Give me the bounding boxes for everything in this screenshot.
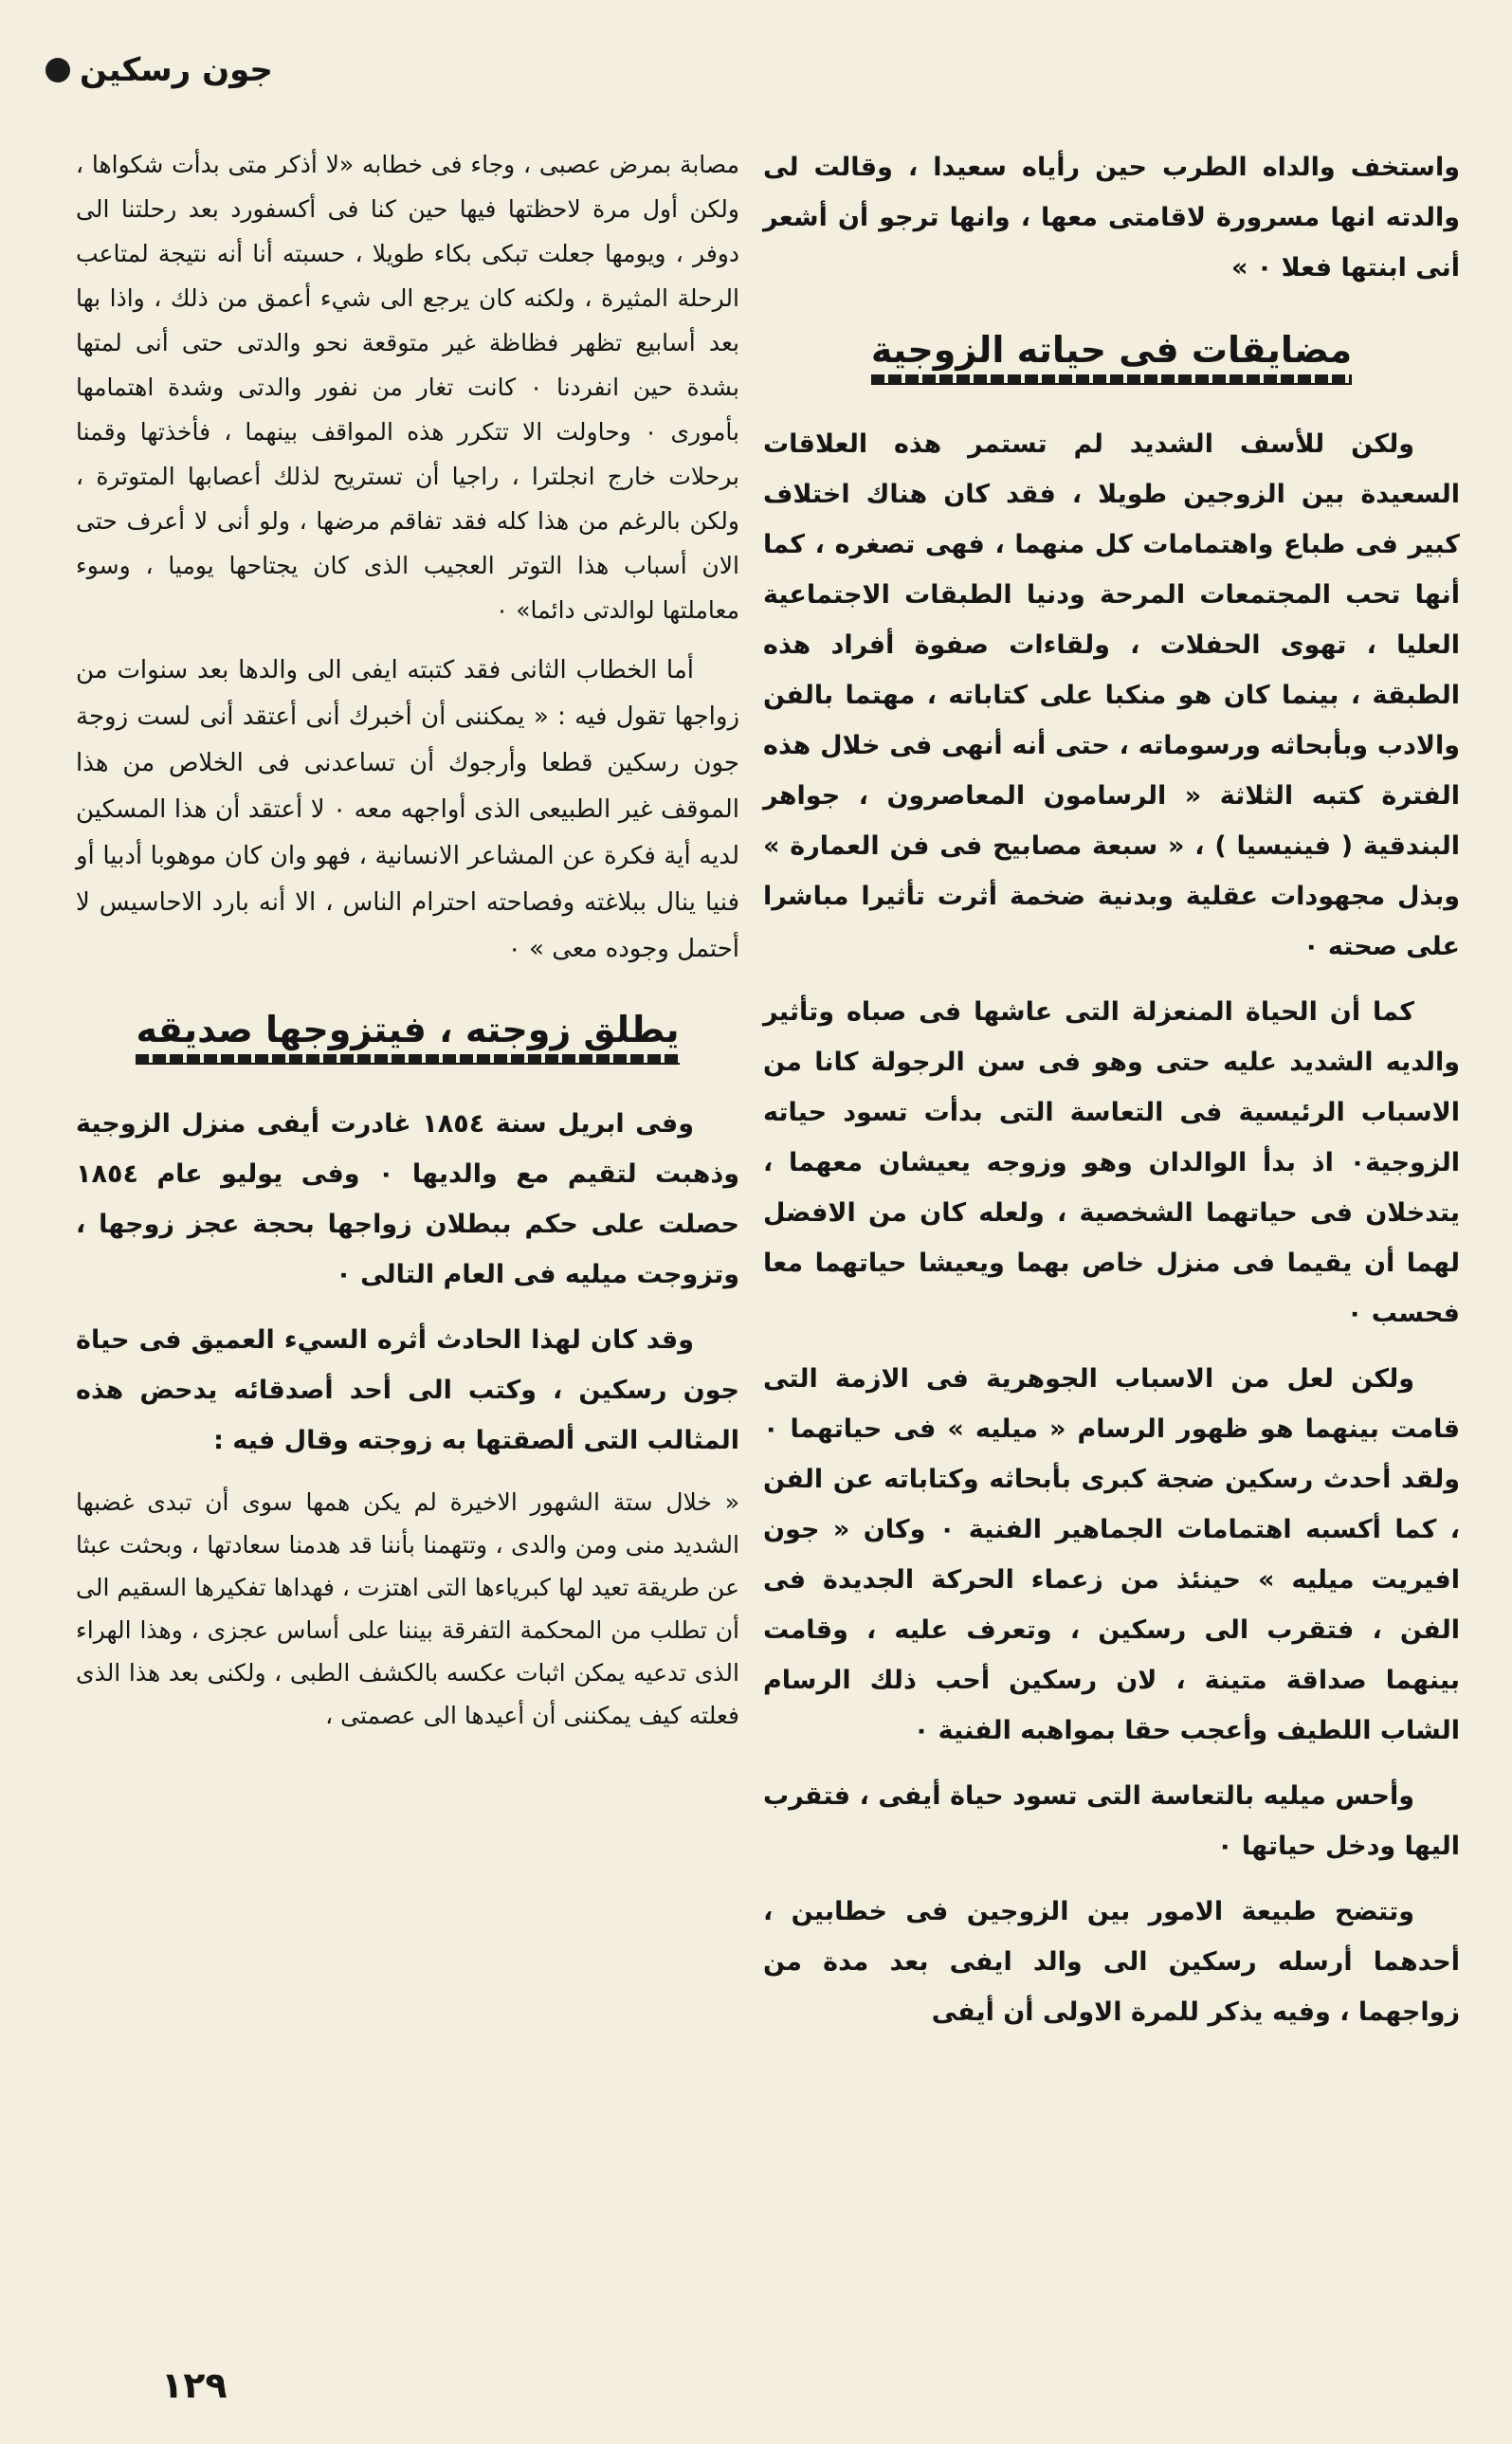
section-heading-text: مضايقات فى حياته الزوجية <box>870 329 1353 371</box>
paragraph: ولكن للأسف الشديد لم تستمر هذه العلاقات السعيدة بين الزوجين طويلا ، فقد كان هناك اختلاف كبير فى طباع واهتمامات كل منهما ، فهى تصغره ، كما أنها تحب المجتمعات المرحة ودنيا الطبقات الاجتماعية العليا ، تهوى الحفلات ، ولقاءات صفوة أفراد هذه الطبقة ، بينما كان هو منكبا على كتاباته ، مهتما بالفن والادب وبأبحاثه ورسوماته ، حتى أنه أنهى فى خلال هذه الفترة كتبه الثلاثة « الرسامون المعاصرون ، جواهر البندقية ( فينيسيا ) ، « سبعة مصابيح فى فن العمارة » وبذل مجهودات عقلية وبدنية ضخمة أثرت تأثيرا مباشرا على صحته ٠ <box>763 429 1460 961</box>
paragraph: كما أن الحياة المنعزلة التى عاشها فى صباه وتأثير والديه الشديد عليه حتى وهو فى سن الرجولة كانا من الاسباب الرئيسية فى التعاسة التى بدأت تسود حياته الزوجية٠ اذ بدأ الوالدان وهو وزوجه يعيشان معهما ، يتدخلان فى حياتهما الشخصية ، ولعله كان من الافضل لهما أن يقيما فى منزل خاص بهما ويعيشا حياتهما معا فحسب ٠ <box>763 997 1460 1328</box>
paragraph: ولكن لعل من الاسباب الجوهرية فى الازمة التى قامت بينهما هو ظهور الرسام « ميليه » فى حياتهما ٠ ولقد أحدث رسكين ضجة كبرى بأبحاثه وكتاباته عن الفن ، كما أكسبه اهتمامات الجماهير الفنية ٠ وكان « جون افيريت ميليه » حينئذ من زعماء الحركة الجديدة فى الفن ، فتقرب الى رسكين ، وتعرف عليه ، وقامت بينهما صداقة متينة ، لان رسكين أحب ذلك الرسام الشاب اللطيف وأعجب حقا بمواهبه الفنية ٠ <box>763 1364 1460 1745</box>
paragraph: وفى ابريل سنة ١٨٥٤ غادرت أيفى منزل الزوجية وذهبت لتقيم مع والديها ٠ وفى يوليو عام ١٨٥٤ حصلت على حكم ببطلان زواجها بحجة عجز زوجها ، وتزوجت ميليه فى العام التالى ٠ <box>76 1109 739 1289</box>
paragraph: « خلال ستة الشهور الاخيرة لم يكن همها سوى أن تبدى غضبها الشديد منى ومن والدى ، وتتهمنا بأننا قد هدمنا سعادتها ، وبحثت عبثا عن طريقة تعيد لها كبرياءها التى اهتزت ، فهداها تفكيرها السقيم الى أن تطلب من المحكمة التفرقة بيننا على أساس عجزى ، وهذا الهراء الذى تدعيه يمكن اثبات عكسه بالكشف الطبى ، ولكنى بعد هذا الذى فعلته كيف يمكننى أن أعيدها الى عصمتى ، <box>76 1488 739 1729</box>
paragraph: مصابة بمرض عصبى ، وجاء فى خطابه «لا أذكر متى بدأت شكواها ، ولكن أول مرة لاحظتها فيها حين كنا فى أكسفورد بعد رحلتنا الى دوفر ، ويومها جعلت تبكى بكاء طويلا ، حسبته أنا أنه نتيجة لمتاعب الرحلة المثيرة ، ولكنه كان يرجع الى شيء أعمق من ذلك ، واذا بها بعد أسابيع تظهر فظاظة غير متوقعة نحو والدتى حتى أنى لمتها بشدة حين انفردنا ٠ كانت تغار من نفور والدتى وشدة اهتمامها بأمورى ٠ وحاولت الا تتكرر هذه المواقف بينهما ، فأخذتها وقمنا برحلات خارج انجلترا ، راجيا أن تستريح لذلك أعصابها المتوترة ، ولكن بالرغم من هذا كله فقد تفاقم مرضها ، ولو أنى لا أعرف حتى الان أسباب هذا التوتر العجيب الذى كان يجتاحها يوميا ، وسوء معاملتها لوالدتى دائما» ٠ <box>76 151 740 624</box>
paragraph: وقد كان لهذا الحادث أثره السيء العميق فى حياة جون رسكين ، وكتب الى أحد أصدقائه يدحض هذه المثالب التى ألصقتها به زوجته وقال فيه : <box>76 1325 739 1455</box>
paragraph: وأحس ميليه بالتعاسة التى تسود حياة أيفى ، فتقرب اليها ودخل حياتها ٠ <box>763 1781 1460 1861</box>
heading-underline <box>136 1054 679 1065</box>
paragraph: وتتضح طبيعة الامور بين الزوجين فى خطابين ، أحدهما أرسله رسكين الى والد ايفى بعد مدة من زواجهما ، وفيه يذكر للمرة الاولى أن أيفى <box>763 1897 1460 2027</box>
running-head <box>0 46 1512 102</box>
section-heading-block <box>763 329 1460 394</box>
paragraph: أما الخطاب الثانى فقد كتبته ايفى الى والدها بعد سنوات من زواجها تقول فيه : « يمكننى أن أخبرك أنى أعتقد أنى لست زوجة جون رسكين قطعا وأرجوك أن تساعدنى فى الخلاص من هذا الموقف غير الطبيعى الذى أواجهه معه ٠ لا أعتقد أن هذا المسكين لديه أية فكرة عن المشاعر الانسانية ، فهو وان كان موهوبا أدبيا أو فنيا ينال ببلاغته وفصاحته احترام الناس ، الا أنه بارد الاحاسيس لا أحتمل وجوده معى » ٠ <box>76 656 739 963</box>
heading-underline <box>871 374 1352 385</box>
paragraph: واستخف والداه الطرب حين رأياه سعيدا ، وقالت لى والدته انها مسرورة لاقامتى معها ، وانها ترجو أن أشعر أنى ابنتها فعلا ٠ » <box>763 153 1460 283</box>
section-heading-block <box>76 1009 739 1074</box>
page-number: ١٢٩ <box>161 2364 228 2406</box>
running-head-group <box>46 51 273 89</box>
running-head-title: جون رسكين <box>80 51 273 89</box>
bullet-icon <box>46 58 70 82</box>
section-heading-text: يطلق زوجته ، فيتزوجها صديقه <box>136 1009 680 1050</box>
section-heading <box>136 1009 679 1074</box>
section-heading <box>871 329 1352 394</box>
right-column <box>763 142 1460 2052</box>
left-column <box>76 142 739 1752</box>
